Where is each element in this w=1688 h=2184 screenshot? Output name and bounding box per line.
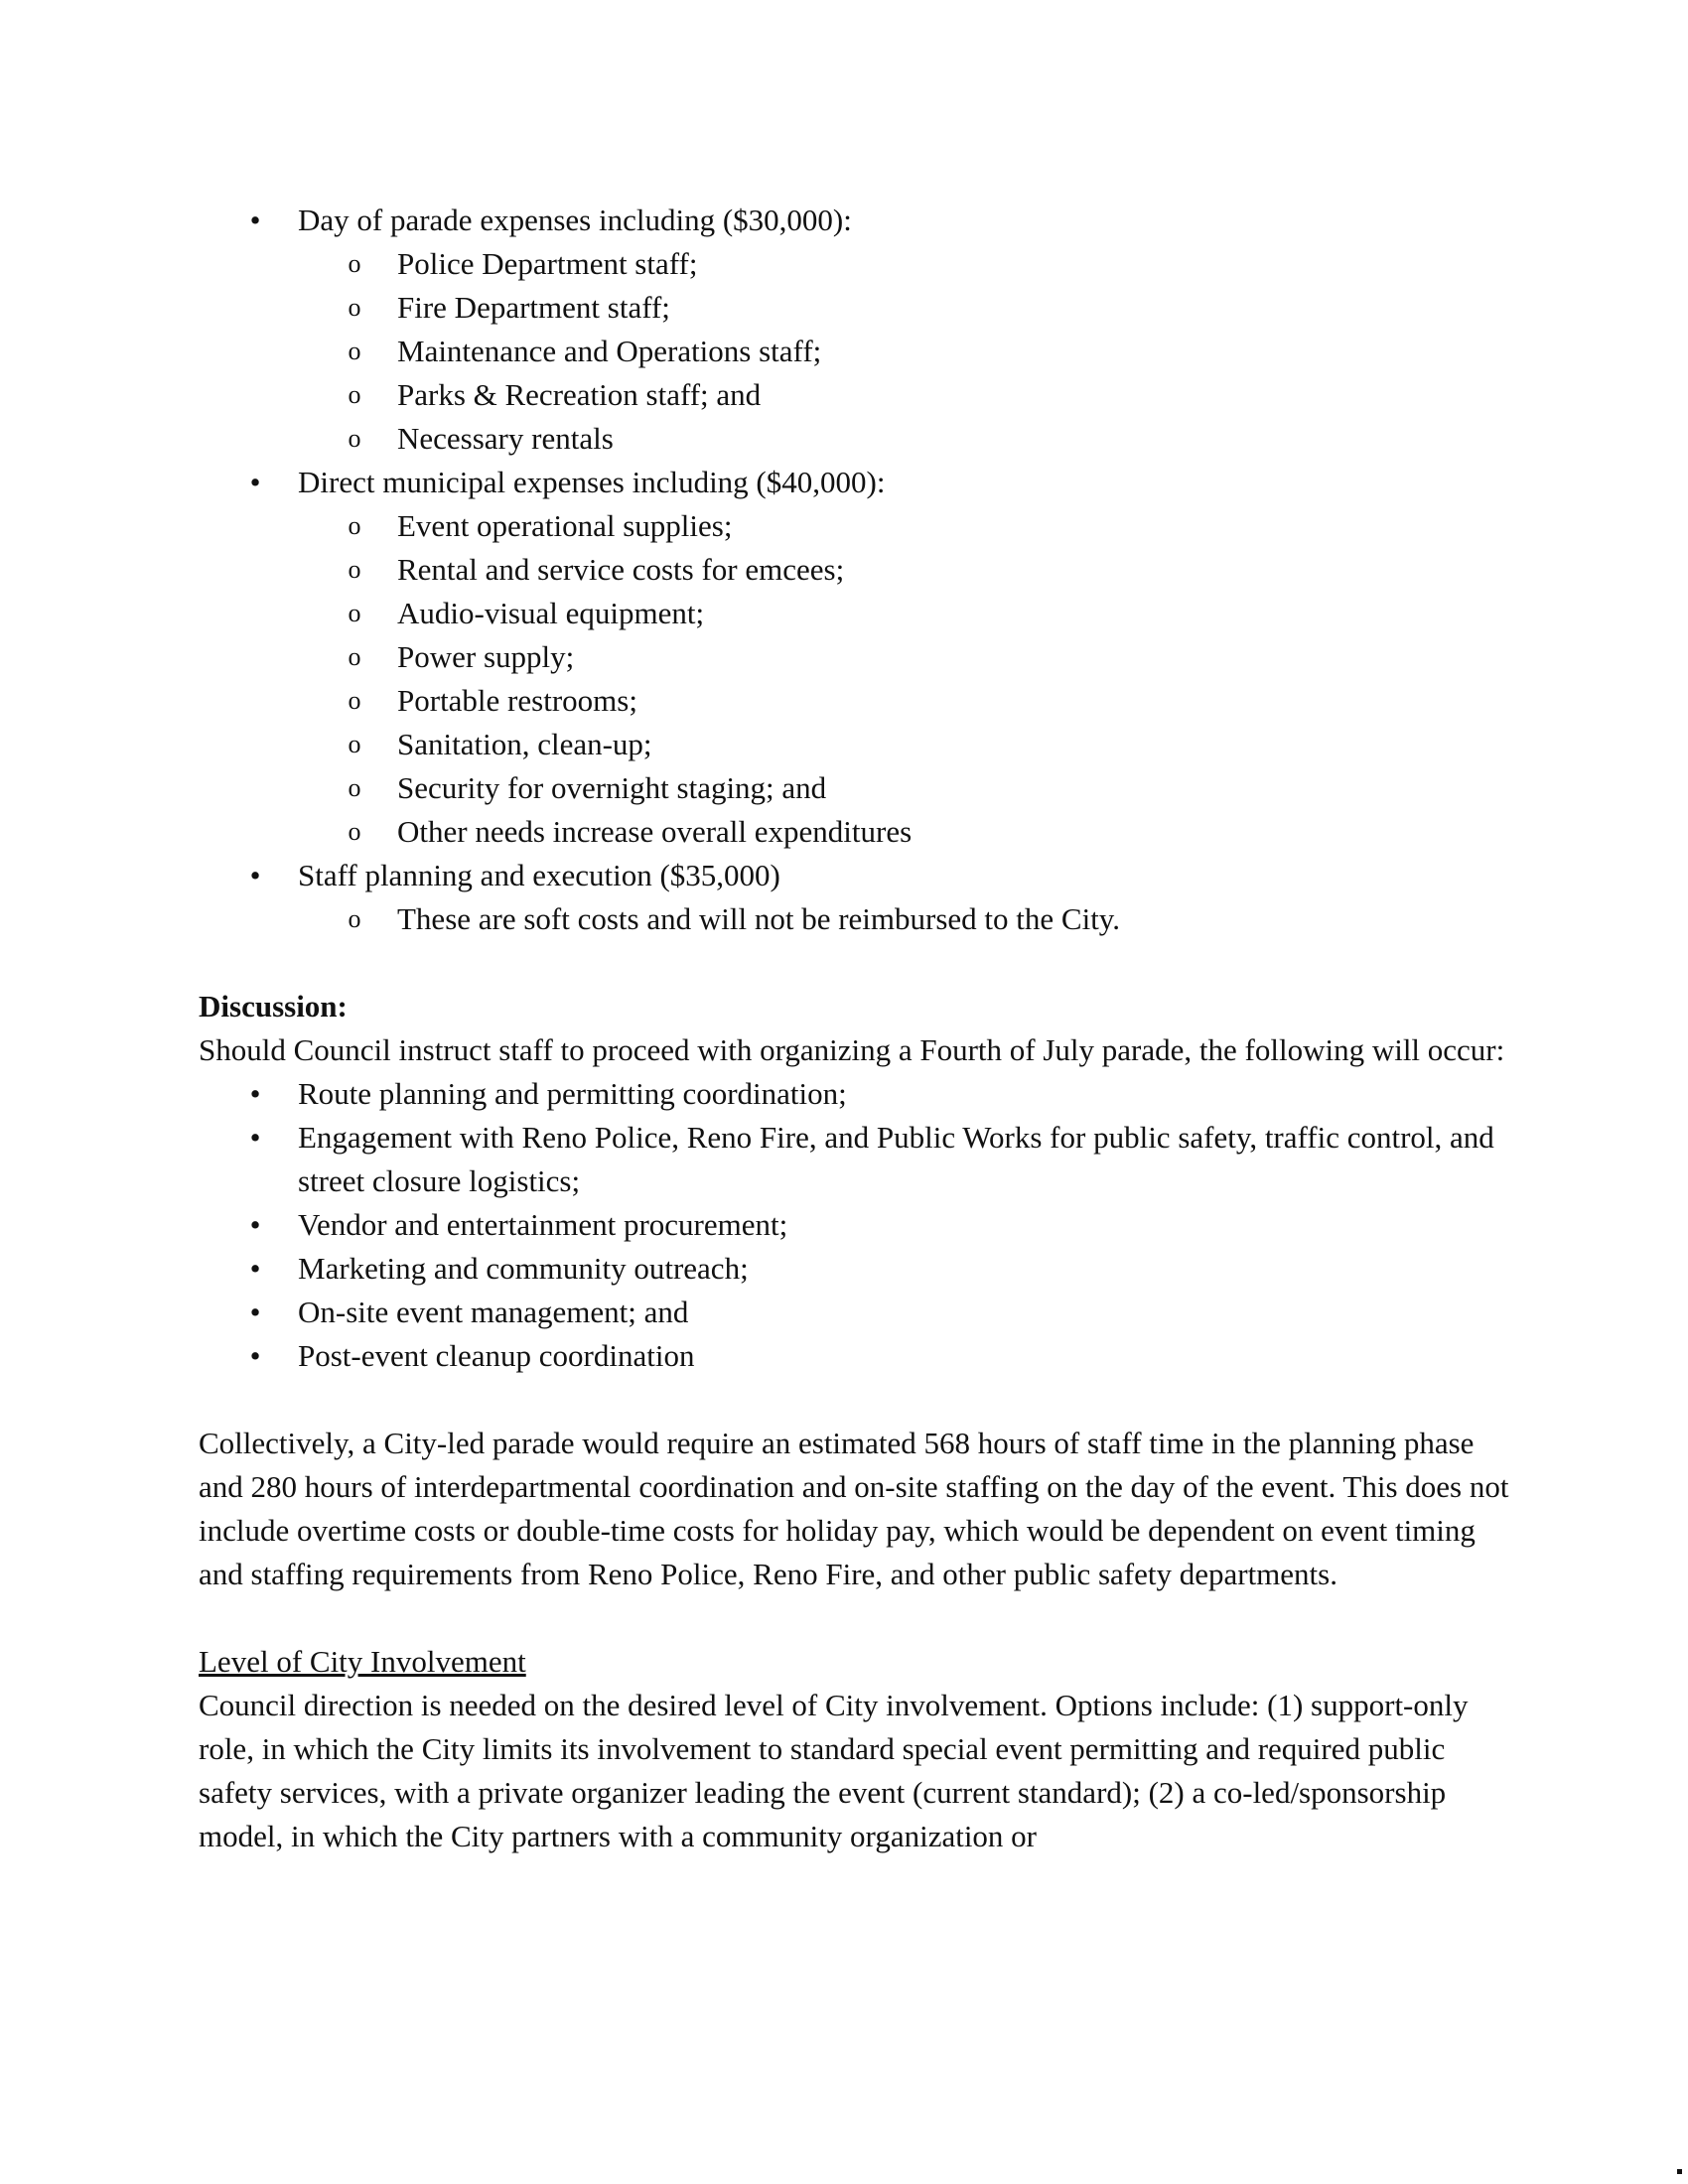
discussion-intro: Should Council instruct staff to proceed with organizing a Fourth of July parade, the following will occur: xyxy=(199,1032,1505,1067)
sub-item-text: Event operational supplies; xyxy=(397,508,733,543)
sub-item-text: Other needs increase overall expenditures xyxy=(397,814,913,849)
sub-item-text: Sanitation, clean-up; xyxy=(397,727,652,761)
sub-item-text: Parks & Recreation staff; and xyxy=(397,377,762,412)
expense-item-text: Staff planning and execution ($35,000) xyxy=(298,858,780,892)
involvement-paragraph: Council direction is needed on the desired level of City involvement. Options include: (1) support-only role, in which the City limits its involvement to standard special event permitting and required public safety services, with a private organizer leading the event (current standard); (2) a co-led/sponsorship model, in which the City partners with a community organization or xyxy=(199,1688,1469,1853)
sub-item xyxy=(199,679,1509,723)
list-item xyxy=(199,1291,1509,1334)
sub-item xyxy=(199,723,1509,766)
circle-bullet-icon: o xyxy=(348,424,361,453)
circle-bullet-icon: o xyxy=(348,686,361,715)
sub-item-text: Portable restrooms; xyxy=(397,683,637,718)
sub-item-text: These are soft costs and will not be reimbursed to the City. xyxy=(397,901,1121,936)
bullet-icon: • xyxy=(249,1120,261,1155)
list-item xyxy=(199,1116,1509,1203)
sub-item xyxy=(199,330,1509,373)
discussion-list xyxy=(199,1072,1509,1378)
sub-item xyxy=(199,810,1509,854)
circle-bullet-icon: o xyxy=(348,730,361,758)
bullet-icon: • xyxy=(249,1295,261,1329)
list-item xyxy=(199,1247,1509,1291)
bullet-icon: • xyxy=(249,1338,261,1373)
sub-item xyxy=(199,548,1509,592)
list-item-text: Engagement with Reno Police, Reno Fire, and Public Works for public safety, traffic control, and street closure logistics; xyxy=(298,1120,1494,1198)
spacer xyxy=(199,1378,1509,1422)
sub-item-text: Necessary rentals xyxy=(397,421,614,456)
expense-item-text: Direct municipal expenses including ($40,000): xyxy=(298,465,886,499)
sub-item xyxy=(199,766,1509,810)
sub-item-text: Police Department staff; xyxy=(397,246,698,281)
bullet-icon: • xyxy=(249,1207,261,1242)
sub-item-text: Power supply; xyxy=(397,639,575,674)
circle-bullet-icon: o xyxy=(348,249,361,278)
expense-item-text: Day of parade expenses including ($30,000): xyxy=(298,203,852,237)
sub-item xyxy=(199,417,1509,461)
circle-bullet-icon: o xyxy=(348,555,361,584)
list-item-text: On-site event management; and xyxy=(298,1295,689,1329)
list-item-text: Post-event cleanup coordination xyxy=(298,1338,695,1373)
bullet-icon: • xyxy=(249,1076,261,1111)
circle-bullet-icon: o xyxy=(348,642,361,671)
expense-list xyxy=(199,199,1509,941)
bullet-icon: • xyxy=(249,465,261,499)
page-edge-mark xyxy=(1677,2169,1682,2174)
list-item-text: Vendor and entertainment procurement; xyxy=(298,1207,788,1242)
circle-bullet-icon: o xyxy=(348,817,361,846)
list-item-text: Route planning and permitting coordination; xyxy=(298,1076,847,1111)
sub-item xyxy=(199,504,1509,548)
discussion-heading: Discussion: xyxy=(199,989,348,1024)
sub-item xyxy=(199,592,1509,635)
sub-item xyxy=(199,286,1509,330)
circle-bullet-icon: o xyxy=(348,380,361,409)
sub-item xyxy=(199,242,1509,286)
sub-item-text: Security for overnight staging; and xyxy=(397,770,827,805)
sub-item xyxy=(199,897,1509,941)
bullet-icon: • xyxy=(249,203,261,237)
circle-bullet-icon: o xyxy=(348,337,361,365)
list-item-text: Marketing and community outreach; xyxy=(298,1251,749,1286)
bullet-icon: • xyxy=(249,858,261,892)
sub-item xyxy=(199,373,1509,417)
summary-paragraph: Collectively, a City-led parade would require an estimated 568 hours of staff time in the planning phase and 280 hours of interdepartmental coordination and on-site staffing on the day of the event. This does not include overtime costs or double-time costs for holiday pay, which would be dependent on event timing and staffing requirements from Reno Police, Reno Fire, and other public safety departments. xyxy=(199,1426,1509,1591)
list-item xyxy=(199,1203,1509,1247)
sub-item-text: Audio-visual equipment; xyxy=(397,596,705,630)
bullet-icon: • xyxy=(249,1251,261,1286)
circle-bullet-icon: o xyxy=(348,599,361,627)
list-item xyxy=(199,1072,1509,1116)
circle-bullet-icon: o xyxy=(348,773,361,802)
sub-item xyxy=(199,635,1509,679)
circle-bullet-icon: o xyxy=(348,511,361,540)
involvement-heading: Level of City Involvement xyxy=(199,1644,526,1679)
document-page xyxy=(199,199,1509,1858)
sub-item-text: Rental and service costs for emcees; xyxy=(397,552,845,587)
circle-bullet-icon: o xyxy=(348,904,361,933)
sub-item-text: Maintenance and Operations staff; xyxy=(397,334,822,368)
expense-item xyxy=(199,199,1509,242)
expense-item xyxy=(199,461,1509,504)
expense-item xyxy=(199,854,1509,897)
list-item xyxy=(199,1334,1509,1378)
sub-item-text: Fire Department staff; xyxy=(397,290,670,325)
circle-bullet-icon: o xyxy=(348,293,361,322)
